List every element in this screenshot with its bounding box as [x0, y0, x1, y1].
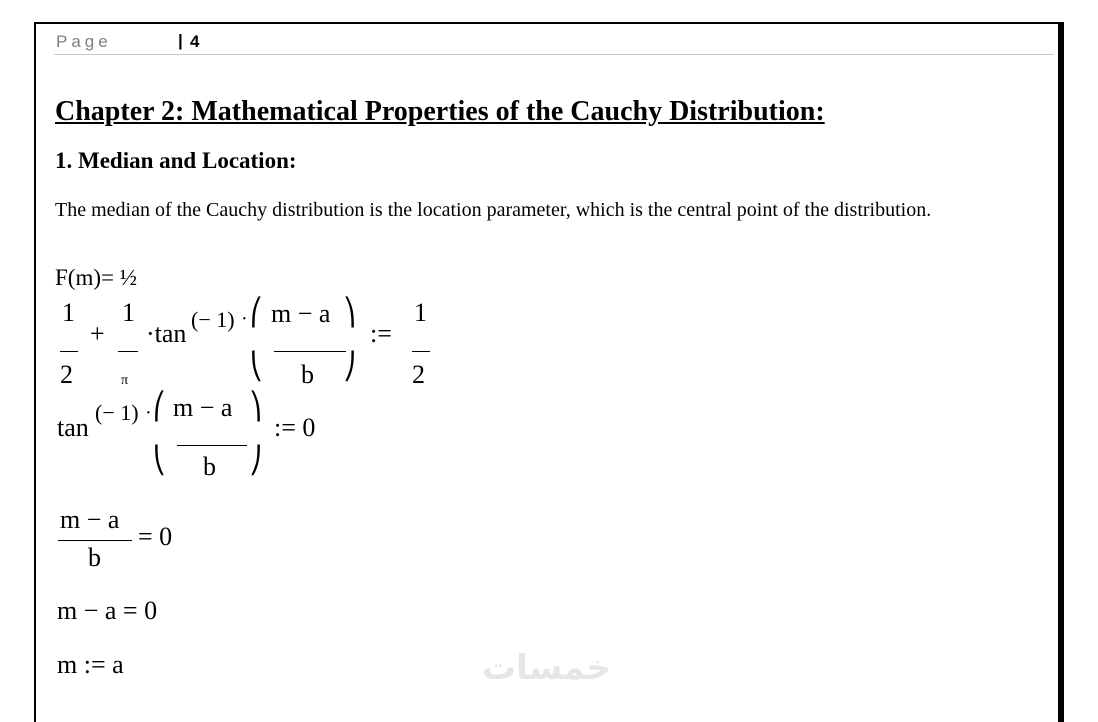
eq1-rhs-bar: [412, 351, 430, 352]
eq1-frac2-bar: [118, 351, 138, 352]
cdf-median-equation: F(m)= ½: [55, 265, 137, 290]
body-paragraph: The median of the Cauchy distribution is the location parameter, which is the central point of the distribution.: [55, 199, 932, 221]
eq2-tan: tan: [57, 413, 89, 442]
eq1-frac2-numerator: 1: [122, 298, 135, 327]
eq3-rhs: = 0: [138, 522, 173, 551]
eq1-frac1-bar: [60, 351, 78, 352]
eq2-inner-bar: [177, 445, 247, 446]
eq2-right-paren-bottom: ⎠: [249, 446, 262, 475]
eq1-rhs-denominator: 2: [412, 360, 425, 389]
eq1-assign: :=: [370, 319, 392, 348]
eq1-inner-bar: [274, 351, 346, 352]
eq1-dot: ·: [241, 308, 248, 330]
eq2-right-paren-top: ⎞: [249, 392, 262, 421]
eq3-numerator: m − a: [60, 505, 120, 534]
eq1-right-paren-bottom: ⎠: [343, 352, 356, 381]
watermark-logo: خمسات: [482, 648, 611, 688]
eq2-rhs: := 0: [274, 413, 316, 442]
eq1-plus: +: [90, 319, 105, 348]
section-title: 1. Median and Location:: [55, 148, 297, 173]
eq1-inner-numerator: m − a: [271, 299, 331, 328]
eq1-rhs-numerator: 1: [414, 298, 427, 327]
eq2-exponent: (− 1): [95, 400, 139, 425]
eq2-left-paren-top: ⎛: [153, 392, 166, 421]
eq3-fraction-bar: [58, 540, 132, 541]
page-label: Page: [56, 32, 112, 51]
eq1-inner-denominator: b: [301, 360, 314, 389]
eq1-frac2-denominator: π: [121, 373, 129, 388]
eq2-inner-denominator: b: [203, 452, 216, 481]
page-number: 4: [190, 32, 200, 51]
eq1-tan: ·tan: [146, 319, 187, 348]
page-header: [54, 30, 1054, 55]
chapter-title: Chapter 2: Mathematical Properties of the Cauchy Distribution:: [55, 96, 825, 127]
eq1-exponent: (− 1): [191, 307, 235, 332]
eq3-denominator: b: [88, 543, 101, 572]
eq2-inner-numerator: m − a: [173, 393, 233, 422]
header-separator: |: [178, 31, 183, 50]
equation-4: m − a = 0: [57, 596, 158, 625]
eq1-left-paren-bottom: ⎝: [250, 352, 263, 381]
eq1-right-paren-top: ⎞: [343, 298, 356, 327]
eq2-left-paren-bottom: ⎝: [153, 446, 166, 475]
eq2-dot: ·: [145, 402, 152, 424]
eq1-frac1-numerator: 1: [62, 298, 75, 327]
equation-5: m := a: [57, 650, 124, 679]
eq1-left-paren-top: ⎛: [250, 298, 263, 327]
eq1-frac1-denominator: 2: [60, 360, 73, 389]
